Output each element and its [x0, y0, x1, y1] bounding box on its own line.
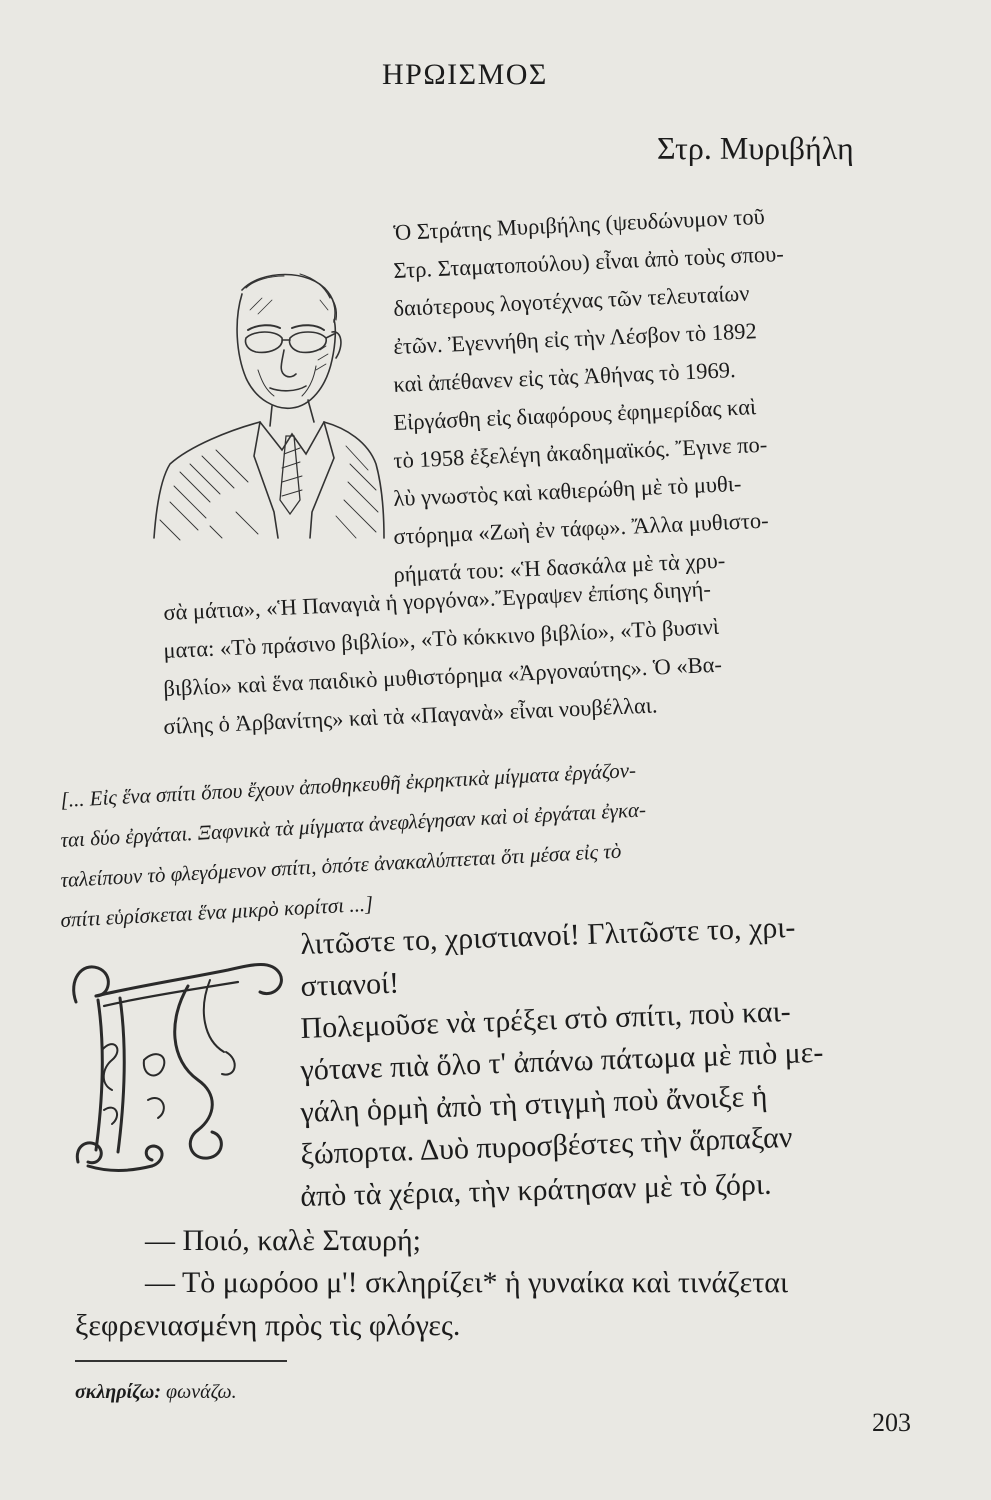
- story-line: — Τὸ μωρόοο μ'! σκληρίζει* ἡ γυναίκα καὶ τινάζεται: [145, 1266, 789, 1299]
- drop-cap-ornament: [58, 940, 288, 1200]
- intro-line: ται δύο ἐργάται. Ξαφνικὰ τὰ μίγματα ἀνεφλέγησαν καὶ οἱ ἐργάται ἐγκα-: [59, 797, 647, 852]
- footnote-definition: φωνάζω.: [166, 1381, 237, 1403]
- author-name: Στρ. Μυριβήλη: [657, 130, 854, 166]
- bio-line: Ὁ Στράτης Μυριβήλης (ψευδώνυμον τοῦ: [392, 203, 766, 245]
- story-line: λιτῶστε το, χριστιανοί! Γλιτῶστε το, χρι-: [299, 910, 796, 961]
- story-line: Πολεμοῦσε νὰ τρέξει στὸ σπίτι, ποὺ και-: [299, 994, 792, 1045]
- bio-line: ρήματά του: «Ἡ δασκάλα μὲ τὰ χρυ-: [392, 547, 726, 587]
- bio-line: Στρ. Σταματοπούλου) εἶναι ἀπὸ τοὺς σπου-: [392, 240, 785, 283]
- bio-line: σίλης ὁ Ἀρβανίτης» καὶ τὰ «Παγανὰ» εἶναι νουβέλλαι.: [162, 692, 658, 739]
- footnote: [75, 1382, 237, 1402]
- story-line: ἀπὸ τὰ χέρια, τὴν κράτησαν μὲ τὸ ζόρι.: [299, 1167, 772, 1213]
- footnote-rule: [75, 1360, 287, 1362]
- story-line: γάλη ὁρμὴ ἀπὸ τὴ στιγμὴ ποὺ ἄνοιξε ἡ: [299, 1079, 768, 1129]
- bio-line: στόρημα «Ζωὴ ἐν τάφῳ». Ἄλλα μυθιστο-: [392, 507, 770, 549]
- bio-line: ματα: «Τὸ πράσινο βιβλίο», «Τὸ κόκκινο βιβλίο», «Τὸ βυσινὶ: [162, 613, 720, 663]
- page-number: 203: [872, 1408, 911, 1437]
- story-line: ξεφρενιασμένη πρὸς τὶς φλόγες.: [75, 1309, 461, 1342]
- bio-line: σὰ μάτια», «Ἡ Παναγιὰ ἡ γοργόνα».Ἔγραψεν ἐπίσης διηγή-: [162, 576, 712, 625]
- story-line: γότανε πιὰ ὅλο τ' ἀπάνω πάτωμα μὲ πιὸ με-: [299, 1035, 824, 1087]
- author-portrait: [150, 250, 390, 540]
- intro-line: [... Εἰς ἕνα σπίτι ὅπου ἔχουν ἀποθηκευθῆ ἐκρηκτικὰ μίγματα ἐργάζον-: [59, 757, 637, 812]
- bio-line: τὸ 1958 ἐξελέγη ἀκαδημαϊκός. Ἔγινε πο-: [392, 431, 768, 473]
- story-line: — Ποιό, καλὲ Σταυρή;: [145, 1224, 421, 1257]
- bio-line: ἐτῶν. Ἐγεννήθη εἰς τὴν Λέσβον τὸ 1892: [392, 318, 758, 359]
- intro-line: ταλείπουν τὸ φλεγόμενον σπίτι, ὁπότε ἀνακαλύπτεται ὅτι μέσα εἰς τὸ: [59, 838, 622, 892]
- bio-line: βιβλίο» καὶ ἕνα παιδικὸ μυθιστόρημα «Ἀργοναύτης». Ὁ «Βα-: [162, 651, 723, 701]
- bio-line: Εἰργάσθη εἰς διαφόρους ἐφημερίδας καὶ: [392, 394, 757, 435]
- page-title: ΗΡΩΙΣΜΟΣ: [382, 58, 548, 91]
- intro-line: σπίτι εὑρίσκεται ἕνα μικρὸ κορίτσι ...]: [59, 891, 374, 932]
- bio-line: δαιότερους λογοτέχνας τῶν τελευταίων: [392, 280, 750, 321]
- footnote-term: σκληρίζω:: [75, 1381, 162, 1403]
- story-line: ξώπορτα. Δυὸ πυροσβέστες τὴν ἅρπαξαν: [299, 1120, 793, 1171]
- bio-line: λὺ γνωστὸς καὶ καθιερώθη μὲ τὸ μυθι-: [392, 470, 742, 511]
- story-line: στιανοί!: [299, 966, 400, 1003]
- bio-line: καὶ ἀπέθανεν εἰς τὰς Ἀθήνας τὸ 1969.: [392, 357, 737, 397]
